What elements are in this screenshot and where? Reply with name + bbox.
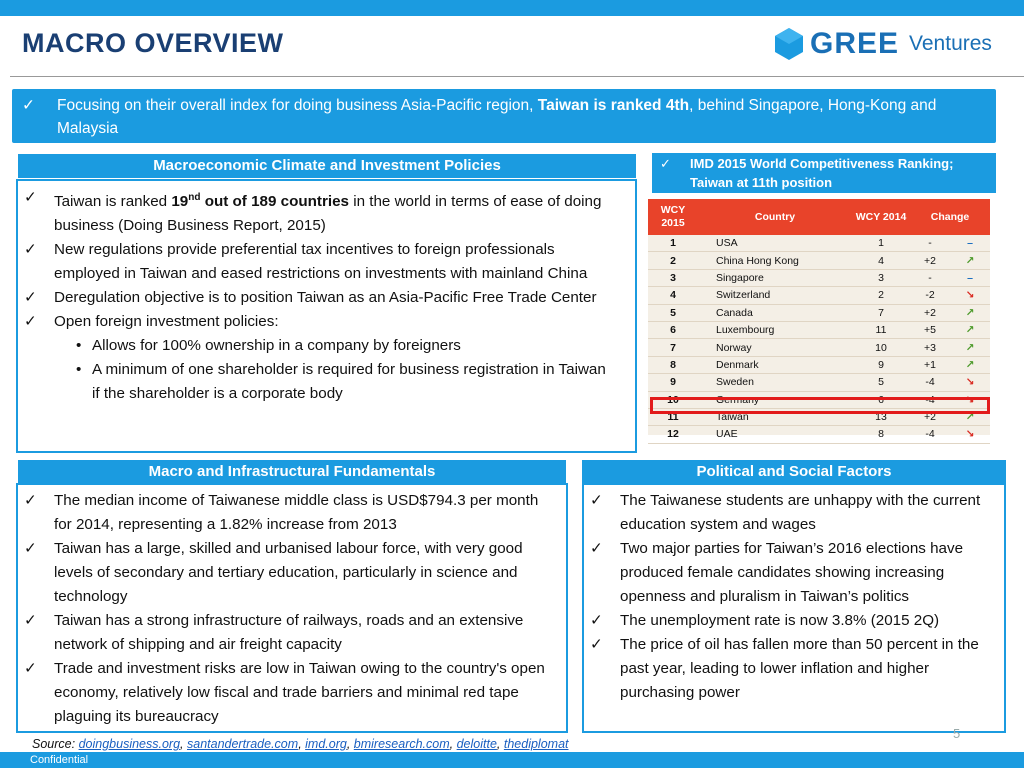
macro-climate-box: [16, 179, 637, 453]
trend-arrow-icon: ↗: [950, 339, 990, 356]
sub-list-item: • A minimum of one shareholder is required for business registration in Taiwan if the shareholder is a corporate body: [54, 358, 615, 406]
table-row: [648, 374, 990, 391]
rank-2014-cell: 9: [852, 356, 910, 373]
rank-2014-cell: 6: [852, 391, 910, 408]
country-cell: China Hong Kong: [698, 252, 852, 269]
political-heading: Political and Social Factors: [582, 460, 1006, 484]
rank-2014-cell: 1: [852, 235, 910, 252]
rank-2015-cell: 5: [648, 304, 698, 321]
rank-2015-cell: 7: [648, 339, 698, 356]
checkmark-icon: ✓: [590, 540, 603, 557]
list-item: ✓ Taiwan has a strong infrastructure of railways, roads and an extensive network of shipping and air freight capacity: [18, 609, 552, 657]
checkmark-icon: ✓: [24, 612, 37, 629]
source-link[interactable]: imd.org: [305, 737, 347, 751]
bullet-icon: •: [76, 337, 82, 355]
trend-arrow-icon: ↗: [950, 321, 990, 338]
column-header: Change: [910, 199, 990, 235]
checkmark-icon: ✓: [24, 189, 37, 206]
change-cell: +2: [910, 304, 950, 321]
rank-2015-cell: 2: [648, 252, 698, 269]
country-cell: Singapore: [698, 269, 852, 286]
list-item: ✓ The median income of Taiwanese middle class is USD$794.3 per month for 2014, representing a 1.82% increase from 2013: [18, 489, 552, 537]
country-cell: USA: [698, 235, 852, 252]
table-row: [648, 356, 990, 373]
rank-2015-cell: 9: [648, 374, 698, 391]
rank-2015-cell: 8: [648, 356, 698, 373]
country-cell: UAE: [698, 426, 852, 443]
rank-2015-cell: 1: [648, 235, 698, 252]
country-cell: Sweden: [698, 374, 852, 391]
summary-banner: [12, 89, 996, 143]
top-accent-bar: [0, 0, 1024, 16]
rank-2014-cell: 5: [852, 374, 910, 391]
change-cell: +1: [910, 356, 950, 373]
checkmark-icon: ✓: [590, 492, 603, 509]
country-cell: Luxembourg: [698, 321, 852, 338]
trend-arrow-icon: –: [950, 235, 990, 252]
checkmark-icon: ✓: [590, 612, 603, 629]
change-cell: +2: [910, 408, 950, 425]
banner-text: Focusing on their overall index for doing business Asia-Pacific region, Taiwan is ranked 4th, behind Singapore, Hong-Kong and Malaysia: [57, 97, 937, 137]
list-item: ✓ New regulations provide preferential tax incentives to foreign professionals employed in Taiwan and eased restrictions on investments with mainland China: [18, 238, 615, 286]
table-row: [648, 269, 990, 286]
country-cell: Canada: [698, 304, 852, 321]
table-row: [648, 252, 990, 269]
rank-2015-cell: 6: [648, 321, 698, 338]
list-item: ✓ The price of oil has fallen more than 50 percent in the past year, leading to lower inflation and higher purchasing power: [584, 633, 996, 705]
rank-2015-cell: 3: [648, 269, 698, 286]
rank-2015-cell: 10: [648, 391, 698, 408]
taiwan-highlight-box: [650, 397, 990, 414]
rank-2015-cell: 12: [648, 426, 698, 443]
checkmark-icon: ✓: [22, 97, 35, 114]
checkmark-icon: ✓: [24, 313, 37, 331]
rank-2014-cell: 4: [852, 252, 910, 269]
list-item: ✓ Two major parties for Taiwan’s 2016 elections have produced female candidates showing increasing openness and pluralism in Taiwan’s politics: [584, 537, 996, 609]
macro-climate-heading: Macroeconomic Climate and Investment Policies: [18, 154, 636, 178]
table-row: [648, 287, 990, 304]
page-title: MACRO OVERVIEW: [22, 28, 284, 58]
source-link[interactable]: thediplomat: [503, 737, 569, 751]
change-cell: -: [910, 269, 950, 286]
trend-arrow-icon: ↗: [950, 408, 990, 425]
table-row: [648, 235, 990, 252]
table-row: [648, 426, 990, 443]
source-link[interactable]: bmiresearch.com: [353, 737, 450, 751]
change-cell: -: [910, 235, 950, 252]
page-number: 5: [953, 726, 961, 741]
logo-word: GREE: [810, 27, 900, 60]
list-item: ✓ Open foreign investment policies: • Allows for 100% ownership in a company by foreigners • A minimum of one shareholder is required for business registration in Taiwan if the shareholder is a corporate body: [18, 310, 615, 406]
trend-arrow-icon: ↘: [950, 374, 990, 391]
political-box: [582, 483, 1006, 733]
country-cell: Switzerland: [698, 287, 852, 304]
table-row: [648, 339, 990, 356]
checkmark-icon: ✓: [590, 636, 603, 653]
change-cell: +2: [910, 252, 950, 269]
sub-list-item: • Allows for 100% ownership in a company by foreigners: [54, 334, 615, 358]
table-row: [648, 304, 990, 321]
change-cell: +3: [910, 339, 950, 356]
column-header: Country: [698, 199, 852, 235]
column-header: WCY 2015: [648, 199, 698, 235]
rank-2014-cell: 11: [852, 321, 910, 338]
fundamentals-heading: Macro and Infrastructural Fundamentals: [18, 460, 566, 484]
trend-arrow-icon: ↘: [950, 391, 990, 408]
checkmark-icon: ✓: [24, 241, 37, 259]
trend-arrow-icon: ↘: [950, 426, 990, 443]
list-item: ✓ The unemployment rate is now 3.8% (2015 2Q): [584, 609, 996, 633]
country-cell: Germany: [698, 391, 852, 408]
source-link[interactable]: doingbusiness.org: [78, 737, 181, 751]
list-item: ✓ Deregulation objective is to position Taiwan as an Asia-Pacific Free Trade Center: [18, 286, 615, 310]
trend-arrow-icon: ↗: [950, 304, 990, 321]
checkmark-icon: ✓: [660, 156, 671, 171]
checkmark-icon: ✓: [24, 660, 37, 677]
country-cell: Denmark: [698, 356, 852, 373]
rank-2014-cell: 7: [852, 304, 910, 321]
checkmark-icon: ✓: [24, 492, 37, 509]
imd-ranking-heading: ✓ IMD 2015 World Competitiveness Ranking; Taiwan at 11th position: [652, 153, 996, 193]
rank-2014-cell: 13: [852, 408, 910, 425]
list-item: ✓ Taiwan is ranked 19nd out of 189 countries in the world in terms of ease of doing business (Doing Business Report, 2015): [18, 186, 615, 238]
hexagon-logo-icon: [774, 27, 804, 61]
column-header: WCY 2014: [852, 199, 910, 235]
country-cell: Norway: [698, 339, 852, 356]
trend-arrow-icon: ↗: [950, 252, 990, 269]
change-cell: -4: [910, 374, 950, 391]
change-cell: -2: [910, 287, 950, 304]
header-divider: [10, 76, 1024, 77]
confidential-label: Confidential: [30, 754, 89, 766]
fundamentals-box: [16, 483, 568, 733]
change-cell: -4: [910, 426, 950, 443]
rank-2015-cell: 11: [648, 408, 698, 425]
logo-sub: Ventures: [909, 32, 992, 55]
rank-2014-cell: 10: [852, 339, 910, 356]
country-cell: Taiwan: [698, 408, 852, 425]
checkmark-icon: ✓: [24, 540, 37, 557]
list-item: ✓ The Taiwanese students are unhappy with the current education system and wages: [584, 489, 996, 537]
rank-2014-cell: 2: [852, 287, 910, 304]
rank-2015-cell: 4: [648, 287, 698, 304]
source-line: Source: doingbusiness.org, santandertrade.com, imd.org, bmiresearch.com, deloitte, thediplomat: [32, 737, 569, 751]
change-cell: -4: [910, 391, 950, 408]
checkmark-icon: ✓: [24, 289, 37, 307]
bullet-icon: •: [76, 361, 82, 379]
list-item: ✓ Taiwan has a large, skilled and urbanised labour force, with very good levels of secondary and tertiary education, particularly in science and technology: [18, 537, 552, 609]
trend-arrow-icon: –: [950, 269, 990, 286]
list-item: ✓ Trade and investment risks are low in Taiwan owing to the country's open economy, relatively low fiscal and trade barriers and minimal red tape plaguing its bureaucracy: [18, 657, 552, 729]
source-link[interactable]: deloitte: [456, 737, 497, 751]
trend-arrow-icon: ↘: [950, 287, 990, 304]
bottom-accent-bar: [0, 752, 1024, 768]
source-link[interactable]: santandertrade.com: [187, 737, 299, 751]
gree-ventures-logo: [774, 24, 992, 64]
rank-2014-cell: 8: [852, 426, 910, 443]
change-cell: +5: [910, 321, 950, 338]
trend-arrow-icon: ↗: [950, 356, 990, 373]
rank-2014-cell: 3: [852, 269, 910, 286]
table-row: [648, 321, 990, 338]
